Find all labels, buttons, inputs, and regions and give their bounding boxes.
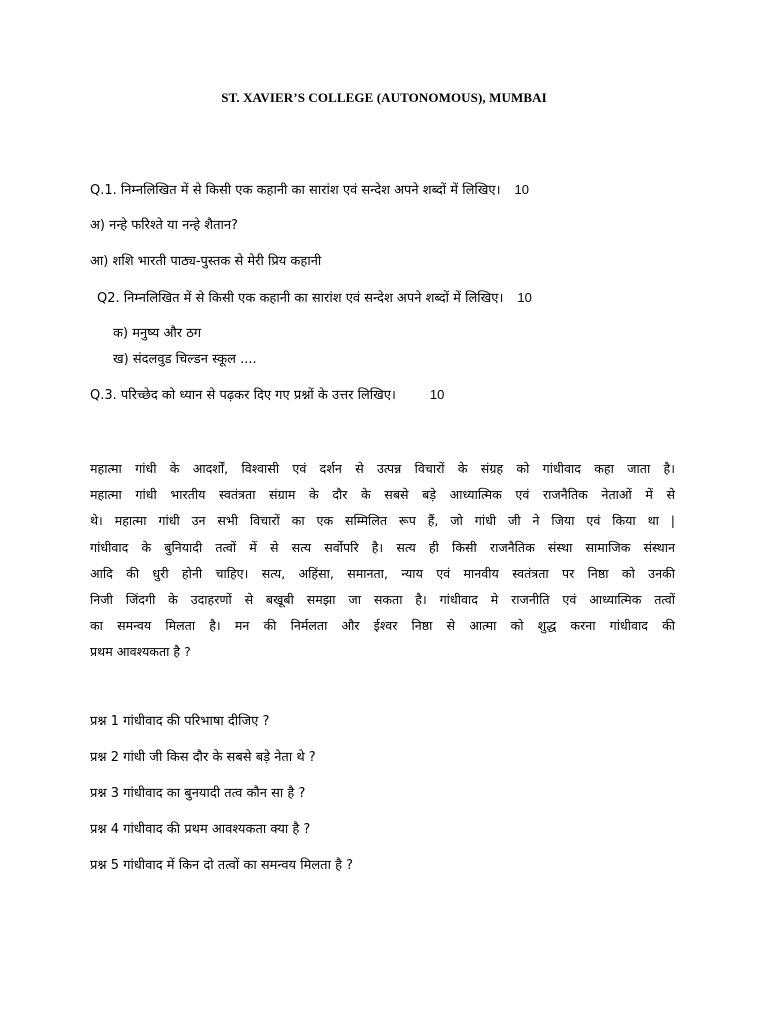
passage <box>90 456 675 666</box>
question-1-marks: 10 <box>514 182 529 197</box>
passage-line: महात्मा गांधी के आदर्शों, विश्वासी एवं दर्शन से उत्पन्न विचारों के संग्रह को गांधीवाद कहा जाता है। <box>90 461 675 476</box>
question-3 <box>90 387 444 404</box>
question-1 <box>90 182 529 199</box>
comprehension-question: प्रश्न 2 गांधी जी किस दौर के सबसे बड़े नेता थे ? <box>90 750 316 765</box>
question-2 <box>97 290 532 307</box>
question-2-option: ख) संदलवुड चिल्डन स्कूल .... <box>113 352 257 367</box>
question-2-marks: 10 <box>517 290 532 305</box>
passage-line: का समन्वय मिलता है। मन की निर्मलता और ईश्वर निष्ठा से आत्मा को शुद्ध करना गांधीवाद की <box>90 618 675 634</box>
question-3-marks: 10 <box>429 387 445 402</box>
question-1-option: आ) शशि भारती पाठ्य-पुस्तक से मेरी प्रिय कहानी <box>90 254 322 269</box>
passage-line: निजी जिंदगी के उदाहरणों से बखूबी समझा जा सकता है। गांधीवाद मे राजनीति एवं आध्यात्मिक तत्वों <box>90 592 675 608</box>
passage-line: प्रथम आवश्यकता है ? <box>90 644 191 660</box>
passage-line: गांधीवाद के बुनियादी तत्वों में से सत्य सर्वोपरि है। सत्य ही किसी राजनैतिक संस्था सामाजिक संस्थान <box>90 539 675 555</box>
passage-line: महात्मा गांधी भारतीय स्वतंत्रता संग्राम के दौर के सबसे बड़े आध्यात्मिक एवं राजनैतिक नेताओं में से <box>90 487 675 503</box>
comprehension-question: प्रश्न 1 गांधीवाद की परिभाषा दीजिए ? <box>90 714 270 729</box>
question-2-option: क) मनुष्य और ठग <box>113 326 202 341</box>
comprehension-question: प्रश्न 5 गांधीवाद में किन दो तत्वों का समन्वय मिलता है ? <box>90 858 354 873</box>
comprehension-question: प्रश्न 3 गांधीवाद का बुनयादी तत्व कौन सा है ? <box>90 786 306 801</box>
question-2-text: Q2. निम्नलिखित में से किसी एक कहानी का सारांश एवं सन्देश अपने शब्दों में लिखिए। <box>97 291 504 306</box>
page-title: ST. XAVIER’S COLLEGE (AUTONOMOUS), MUMBAI <box>221 90 547 105</box>
comprehension-question: प्रश्न 4 गांधीवाद की प्रथम आवश्यकता क्या है ? <box>90 822 311 837</box>
question-3-text: Q.3. परिच्छेद को ध्यान से पढ़कर दिए गए प्रश्नों के उत्तर लिखिए। <box>90 388 396 403</box>
passage-line: थे। महात्मा गांधी उन सभी विचारों का एक सम्मिलित रूप हैं, जो गांधी जी ने जिया एवं किया था | <box>90 513 675 529</box>
question-1-text: Q.1. निम्नलिखित में से किसी एक कहानी का सारांश एवं सन्देश अपने शब्दों में लिखिए। <box>90 183 501 198</box>
question-1-option: अ) नन्हे फरिश्ते या नन्हे शैतान? <box>90 218 238 233</box>
passage-line: आदि की धुरी होनी चाहिए। सत्य, अहिंसा, समानता, न्याय एवं मानवीय स्वतंत्रता पर निष्ठा को उनकी <box>90 565 675 581</box>
